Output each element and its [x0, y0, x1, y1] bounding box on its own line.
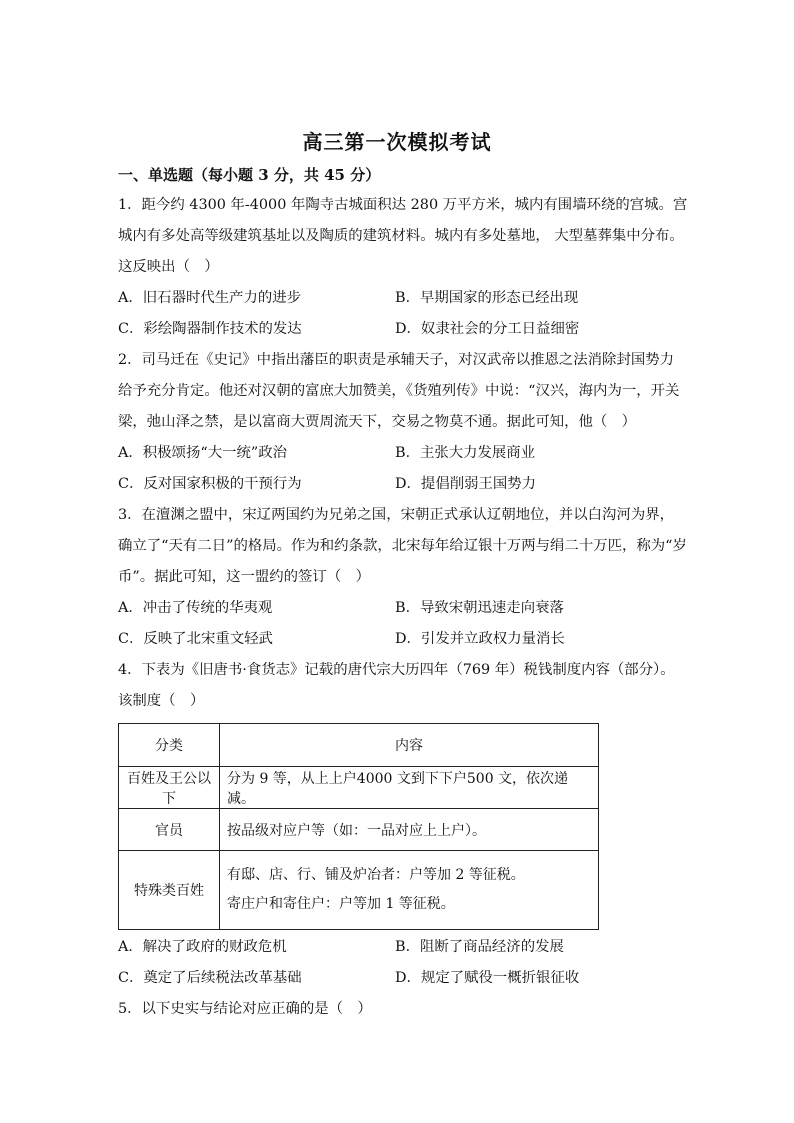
options	[118, 593, 688, 655]
table-row	[119, 851, 599, 930]
options	[118, 283, 688, 345]
exam-title: 高三第一次模拟考试	[302, 130, 492, 154]
option-c[interactable]: C．反对国家积极的干预行为	[118, 476, 302, 492]
option-c[interactable]: C．反映了北宋重文轻武	[118, 631, 273, 647]
option-b[interactable]: B．主张大力发展商业	[395, 445, 536, 461]
table-cell-content	[220, 851, 599, 930]
option-a[interactable]: A．旧石器时代生产力的进步	[118, 290, 302, 306]
content-line: 有邸、店、行、铺及炉冶者：户等加 2 等征税。	[227, 867, 525, 883]
table-header: 内容	[220, 724, 599, 767]
option-d[interactable]: D．规定了赋役一概折银征收	[395, 970, 580, 986]
option-b[interactable]: B．阻断了商品经济的发展	[395, 939, 564, 955]
table-header-row	[119, 724, 599, 767]
question-stem: 5．以下史实与结论对应正确的是（ ）	[118, 1001, 372, 1017]
tax-table	[118, 723, 599, 930]
question-stem: 4．下表为《旧唐书·食货志》记载的唐代宗大历四年（769 年）税钱制度内容（部分）。该制度（ ）	[118, 662, 675, 709]
table-row	[119, 767, 599, 809]
question-3	[118, 500, 688, 655]
table-cell-category: 百姓及王公以下	[119, 767, 220, 809]
table-cell-category: 特殊类百姓	[119, 851, 220, 930]
table-row	[119, 809, 599, 851]
question-1	[118, 190, 688, 345]
option-d[interactable]: D．引发并立政权力量消长	[395, 631, 565, 647]
questions-container	[118, 190, 688, 1025]
option-a[interactable]: A．积极颂扬“大一统”政治	[118, 445, 288, 461]
question-5	[118, 994, 688, 1025]
table-cell-category: 官员	[119, 809, 220, 851]
question-stem: 3．在澶渊之盟中，宋辽两国约为兄弟之国，宋朝正式承认辽朝地位，并以白沟河为界，确立了“天有二日”的格局。作为和约条款，北宋每年给辽银十万两与绢二十万匹，称为“岁币”。据此可知，这一盟约的签订（ ）	[118, 507, 687, 585]
option-c[interactable]: C．彩绘陶器制作技术的发达	[118, 321, 302, 337]
options	[118, 438, 688, 500]
table-cell-content: 按品级对应户等（如：一品对应上上户）。	[220, 809, 599, 851]
option-b[interactable]: B．导致宋朝迅速走向衰落	[395, 600, 564, 616]
table-cell-content: 分为 9 等，从上上户4000 文到下下户500 文，依次递减。	[220, 767, 599, 809]
question-stem: 2．司马迁在《史记》中指出藩臣的职责是承辅天子，对汉武帝以推恩之法消除封国势力给予充分肯定。他还对汉朝的富庶大加赞美，《货殖列传》中说：“汉兴，海内为一，开关梁，弛山泽之禁，是以富商大贾周流天下，交易之物莫不通。据此可知，他（ ）	[118, 352, 680, 430]
options	[118, 932, 688, 994]
question-4	[118, 655, 688, 994]
question-stem: 1．距今约 4300 年-4000 年陶寺古城面积达 280 万平方米，城内有围墙环绕的宫城。宫城内有多处高等级建筑基址以及陶质的建筑材料。城内有多处墓地， 大型墓葬集中分布。这反映出（ ）	[118, 197, 688, 275]
section-heading: 一、单选题（每小题 3 分，共 45 分）	[118, 166, 381, 184]
content-line: 寄庄户和寄住户：户等加 1 等征税。	[227, 896, 455, 912]
option-c[interactable]: C．奠定了后续税法改革基础	[118, 970, 302, 986]
question-2	[118, 345, 688, 500]
option-a[interactable]: A．解决了政府的财政危机	[118, 939, 287, 955]
option-a[interactable]: A．冲击了传统的华夷观	[118, 600, 273, 616]
option-d[interactable]: D．提倡削弱王国势力	[395, 476, 537, 492]
option-b[interactable]: B．早期国家的形态已经出现	[395, 290, 579, 306]
option-d[interactable]: D．奴隶社会的分工日益细密	[395, 321, 580, 337]
table-header: 分类	[119, 724, 220, 767]
